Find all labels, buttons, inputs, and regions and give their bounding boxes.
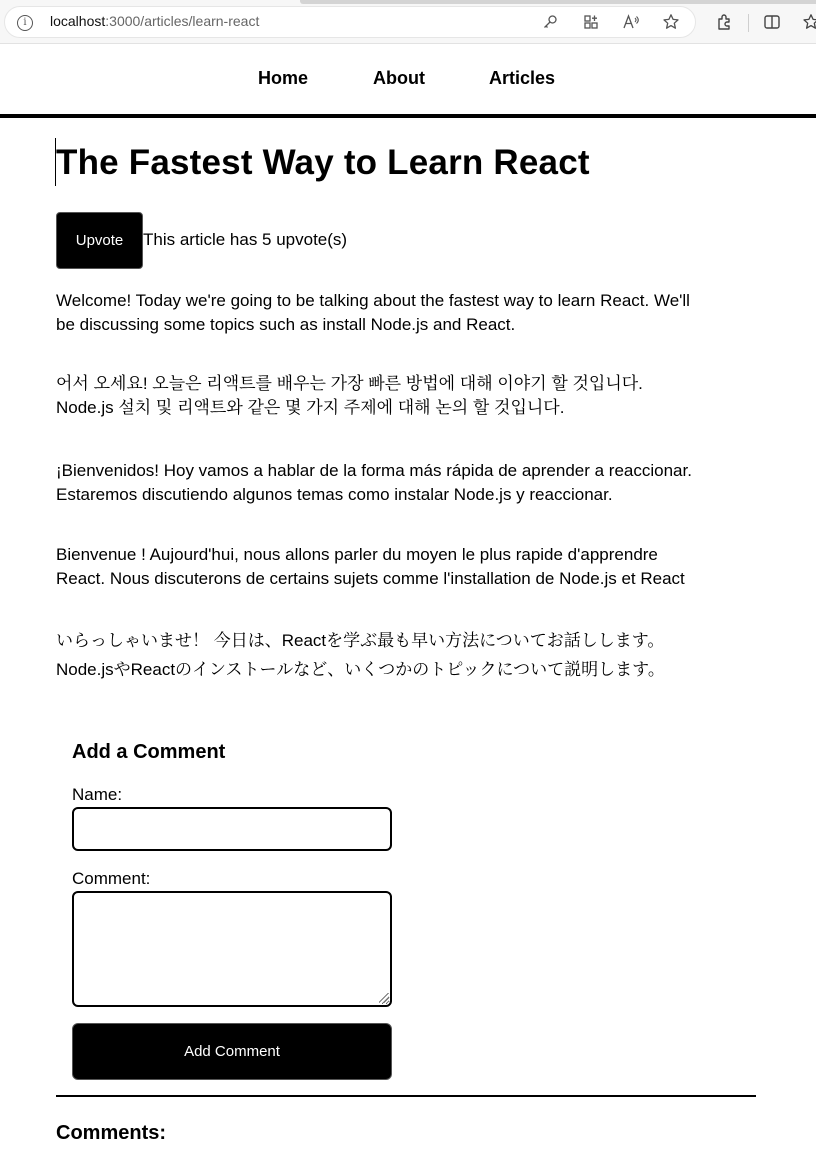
favorite-star-icon[interactable]	[660, 11, 682, 33]
nav-articles-link[interactable]: Articles	[489, 68, 556, 88]
url-path: :3000/articles/learn-react	[105, 13, 260, 29]
site-nav	[0, 44, 816, 114]
name-input[interactable]	[72, 807, 392, 851]
comment-label: Comment:	[72, 869, 151, 888]
paragraph-line: いらっしゃいませ！ 今日は、Reactを学ぶ最も早い方法についてお話しします。	[56, 631, 665, 650]
resize-handle-icon[interactable]	[379, 993, 389, 1003]
toolbar-divider	[748, 14, 749, 32]
paragraph-line: Bienvenue ! Aujourd'hui, nous allons parler du moyen le plus rapide d'apprendre	[56, 545, 658, 564]
upvote-button[interactable]: Upvote	[56, 212, 143, 269]
paragraph-line: Node.jsやReactのインストールなど、いくつかのトピックについて説明します。	[56, 660, 665, 679]
address-bar-url[interactable]	[50, 13, 259, 29]
paragraph-line: React. Nous discuterons de certains sujets comme l'installation de Node.js et React	[56, 569, 685, 588]
article-paragraph-japanese	[56, 626, 756, 684]
nav-home-link[interactable]: Home	[258, 68, 309, 88]
apps-icon[interactable]	[580, 11, 602, 33]
split-screen-icon[interactable]	[761, 11, 783, 33]
upvote-count-text: This article has 5 upvote(s)	[143, 230, 348, 249]
add-comment-button[interactable]: Add Comment	[72, 1023, 392, 1080]
tab-strip-edge	[300, 0, 816, 4]
article-paragraph-english	[56, 289, 756, 337]
paragraph-line: Node.js 설치 및 리액트와 같은 몇 가지 주제에 대해 논의 할 것입니다.	[56, 398, 565, 417]
article-paragraph-french	[56, 543, 756, 591]
paragraph-line: 어서 오세요! 오늘은 리액트를 배우는 가장 빠른 방법에 대해 이야기 할 것입니다.	[56, 374, 643, 393]
comments-divider	[56, 1095, 756, 1097]
nav-about-link[interactable]: About	[373, 68, 425, 88]
paragraph-line: be discussing some topics such as install Node.js and React.	[56, 315, 516, 334]
paragraph-line: Estaremos discutiendo algunos temas como instalar Node.js y reaccionar.	[56, 485, 613, 504]
comments-heading: Comments:	[56, 1122, 167, 1144]
paragraph-line: Welcome! Today we're going to be talking about the fastest way to learn React. We'll	[56, 291, 690, 310]
read-aloud-icon[interactable]	[620, 11, 642, 33]
name-label: Name:	[72, 785, 123, 804]
browser-toolbar	[0, 0, 816, 44]
favorites-icon[interactable]	[800, 11, 816, 33]
article-paragraph-korean	[56, 372, 756, 420]
article-title: The Fastest Way to Learn React	[56, 143, 590, 182]
url-host: localhost	[50, 13, 106, 29]
paragraph-line: ¡Bienvenidos! Hoy vamos a hablar de la forma más rápida de aprender a reaccionar.	[56, 461, 692, 480]
nav-divider	[0, 114, 816, 118]
article-paragraph-spanish	[56, 459, 756, 507]
key-icon[interactable]	[539, 11, 561, 33]
add-comment-heading: Add a Comment	[72, 741, 226, 763]
extensions-icon[interactable]	[713, 11, 735, 33]
comment-textarea[interactable]	[72, 891, 392, 1007]
info-icon[interactable]: i	[17, 15, 33, 31]
